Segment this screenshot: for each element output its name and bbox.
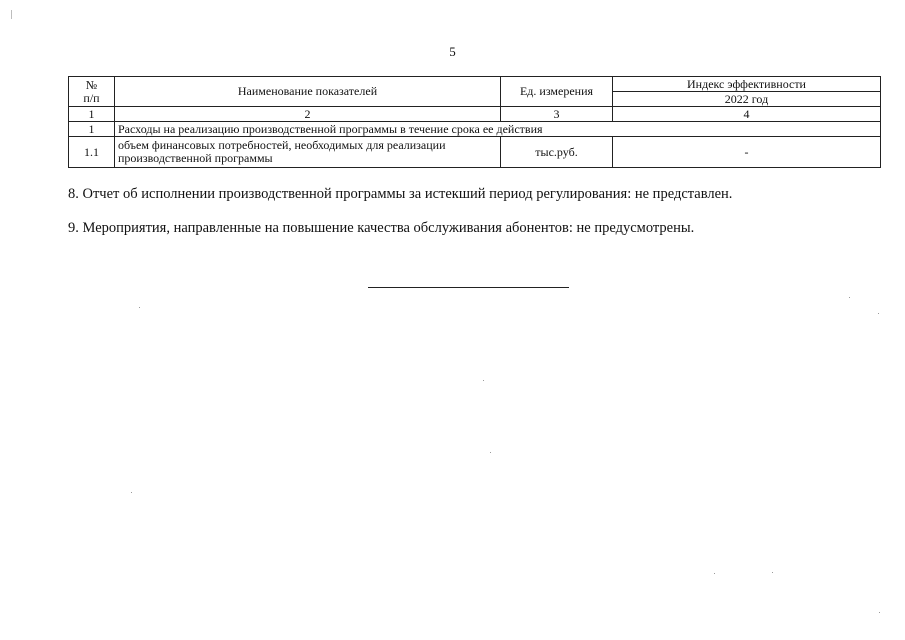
signature-line <box>368 287 569 288</box>
scan-speck <box>714 573 715 574</box>
section-num: 1 <box>69 122 115 137</box>
item-name: объем финансовых потребностей, необходимых для реализации производственной программы <box>115 137 501 168</box>
column-number: 2 <box>115 107 501 122</box>
column-number: 4 <box>613 107 881 122</box>
header-year: 2022 год <box>613 92 881 107</box>
header-name: Наименование показателей <box>115 77 501 107</box>
paragraph-8: 8. Отчет об исполнении производственной программы за истекший период регулирования: не представлен. <box>68 186 733 202</box>
scan-speck <box>490 452 491 453</box>
table-row <box>69 137 881 168</box>
indicators-table <box>68 76 881 168</box>
section-title: Расходы на реализацию производственной программы в течение срока ее действия <box>115 122 881 137</box>
item-value: - <box>613 137 881 168</box>
scan-mark <box>11 10 12 19</box>
header-unit: Ед. измерения <box>501 77 613 107</box>
scan-speck <box>139 307 140 308</box>
column-number: 1 <box>69 107 115 122</box>
section-row <box>69 122 881 137</box>
scan-speck <box>131 492 132 493</box>
table-header-row <box>69 77 881 92</box>
item-unit: тыс.руб. <box>501 137 613 168</box>
scan-speck <box>483 380 484 381</box>
paragraph-9: 9. Мероприятия, направленные на повышение качества обслуживания абонентов: не предусмотрены. <box>68 220 695 236</box>
header-num: № п/п <box>69 77 115 107</box>
column-numbers-row <box>69 107 881 122</box>
scan-speck <box>878 313 879 314</box>
page-number: 5 <box>449 44 456 59</box>
scan-speck <box>879 612 880 613</box>
header-index: Индекс эффективности <box>613 77 881 92</box>
item-num: 1.1 <box>69 137 115 168</box>
scan-speck <box>849 297 850 298</box>
scan-speck <box>772 572 773 573</box>
column-number: 3 <box>501 107 613 122</box>
